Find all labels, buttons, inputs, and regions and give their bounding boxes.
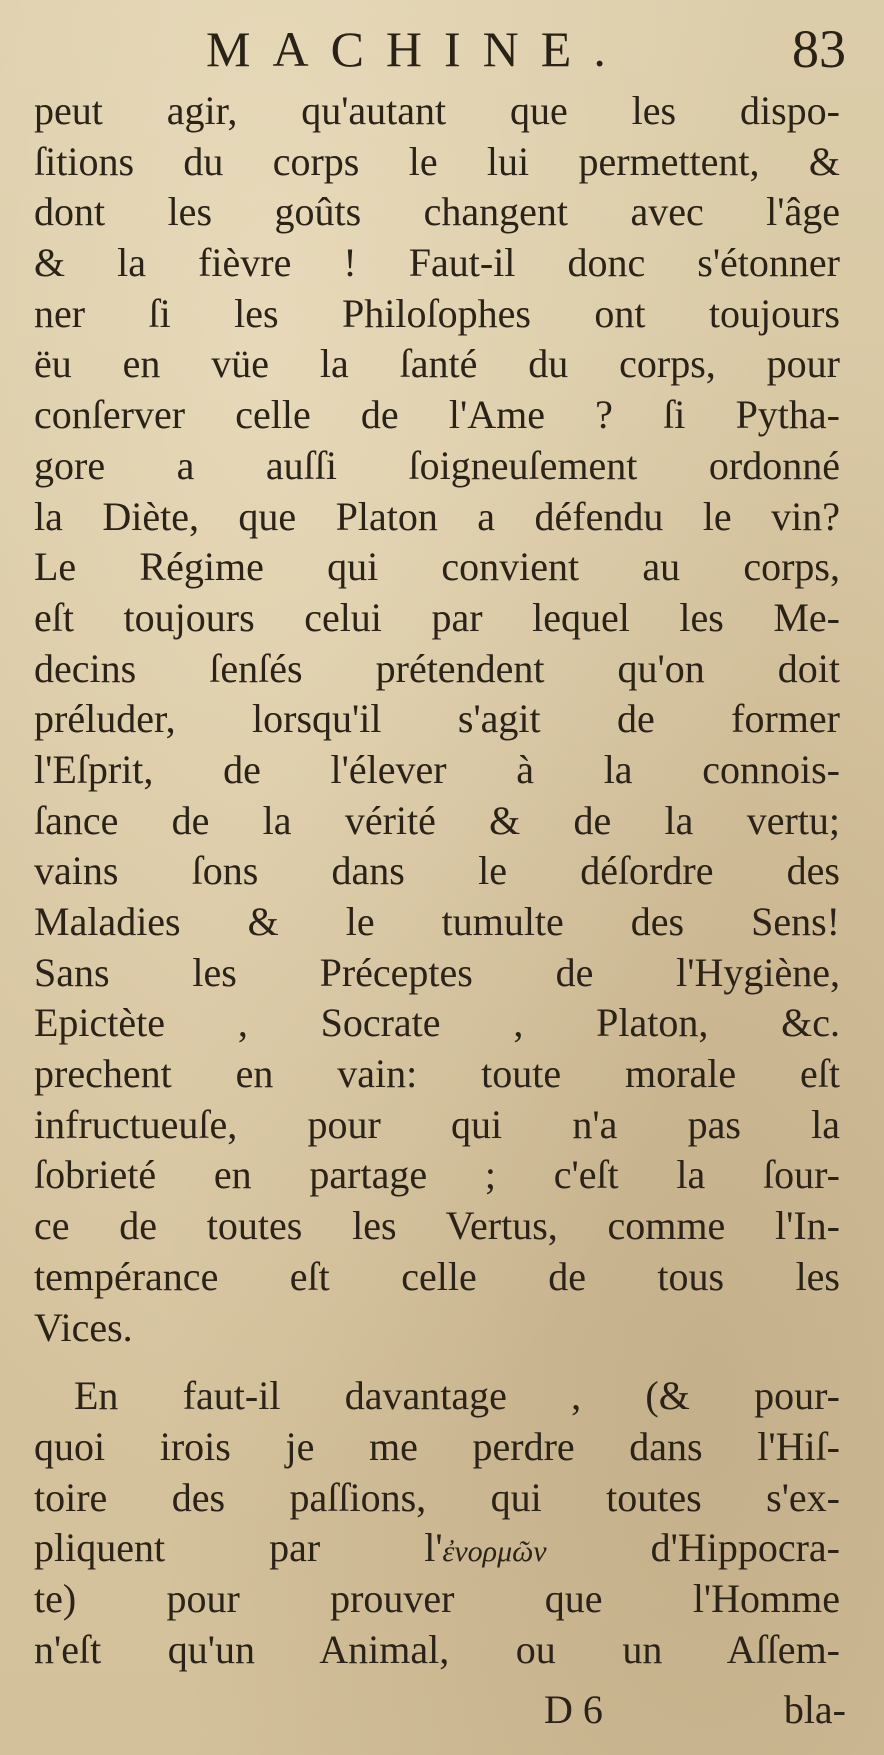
catchword: bla- — [783, 1687, 846, 1732]
text-line: Maladies & le tumulte des Sens! — [34, 899, 840, 944]
text-line: decins ſenſés prétendent qu'on doit — [34, 645, 840, 691]
text-line: quoi irois je me perdre dans l'Hiſ- — [34, 1423, 840, 1469]
text-line: gore a auſſi ſoigneuſement ordonné — [34, 442, 840, 488]
text-segment: pliquent par l' — [34, 1525, 443, 1571]
greek-word: ἐνορμῶν — [442, 1535, 547, 1569]
text-line: Le Régime qui convient au corps, — [34, 544, 840, 590]
text-line: la Diète, que Platon a défendu le vin? — [34, 493, 840, 539]
text-line: Epictète , Socrate , Platon, &c. — [34, 1000, 840, 1046]
text-line: n'eſt qu'un Animal, ou un Aſſem- — [34, 1626, 840, 1672]
text-line: l'Eſprit, de l'élever à la connois- — [34, 746, 840, 792]
running-head — [36, 14, 850, 84]
running-title: MACHINE. — [206, 21, 628, 77]
text-line: tempérance eſt celle de tous les — [34, 1253, 840, 1299]
text-line: En faut-il davantage , (& pour- — [74, 1373, 840, 1419]
text-line: toire des paſſions, qui toutes s'ex- — [34, 1474, 840, 1520]
text-line: ſitions du corps le lui permettent, & — [34, 138, 840, 184]
text-line: te) pour prouver que l'Homme — [34, 1575, 840, 1621]
body-text — [34, 86, 840, 1675]
signature-mark: D 6 — [544, 1687, 603, 1732]
text-line: eſt toujours celui par lequel les Me- — [34, 594, 840, 640]
text-line: peut agir, qu'autant que les dispo- — [34, 88, 840, 133]
text-line: Vices. — [34, 1304, 133, 1350]
text-line: ſobrieté en partage ; c'eſt la ſour- — [34, 1152, 840, 1198]
text-line-with-greek — [34, 1523, 840, 1574]
paragraph-gap — [34, 1353, 840, 1371]
text-line: dont les goûts changent avec l'âge — [34, 189, 840, 235]
text-line: infructueuſe, pour qui n'a pas la — [34, 1101, 840, 1147]
paragraph-2 — [34, 1371, 840, 1675]
text-line: vains ſons dans le déſordre des — [34, 848, 840, 894]
page-footer — [34, 1686, 850, 1742]
text-line: préluder, lorsqu'il s'agit de former — [34, 696, 840, 742]
text-line: & la fièvre ! Faut-il donc s'étonner — [34, 240, 840, 286]
text-line: ner ſi les Philoſophes ont toujours — [34, 290, 840, 336]
text-segment: d'Hippocra- — [546, 1525, 840, 1571]
paragraph-1 — [34, 86, 840, 1353]
page-number: 83 — [792, 19, 846, 79]
text-line: prechent en vain: toute morale eſt — [34, 1051, 840, 1097]
text-line: conſerver celle de l'Ame ? ſi Pytha- — [34, 392, 840, 438]
text-line: ce de toutes les Vertus, comme l'In- — [34, 1203, 840, 1249]
text-line: ëu en vüe la ſanté du corps, pour — [34, 341, 840, 387]
text-line: ſance de la vérité & de la vertu; — [34, 797, 840, 843]
text-line: Sans les Préceptes de l'Hygiène, — [34, 949, 840, 995]
